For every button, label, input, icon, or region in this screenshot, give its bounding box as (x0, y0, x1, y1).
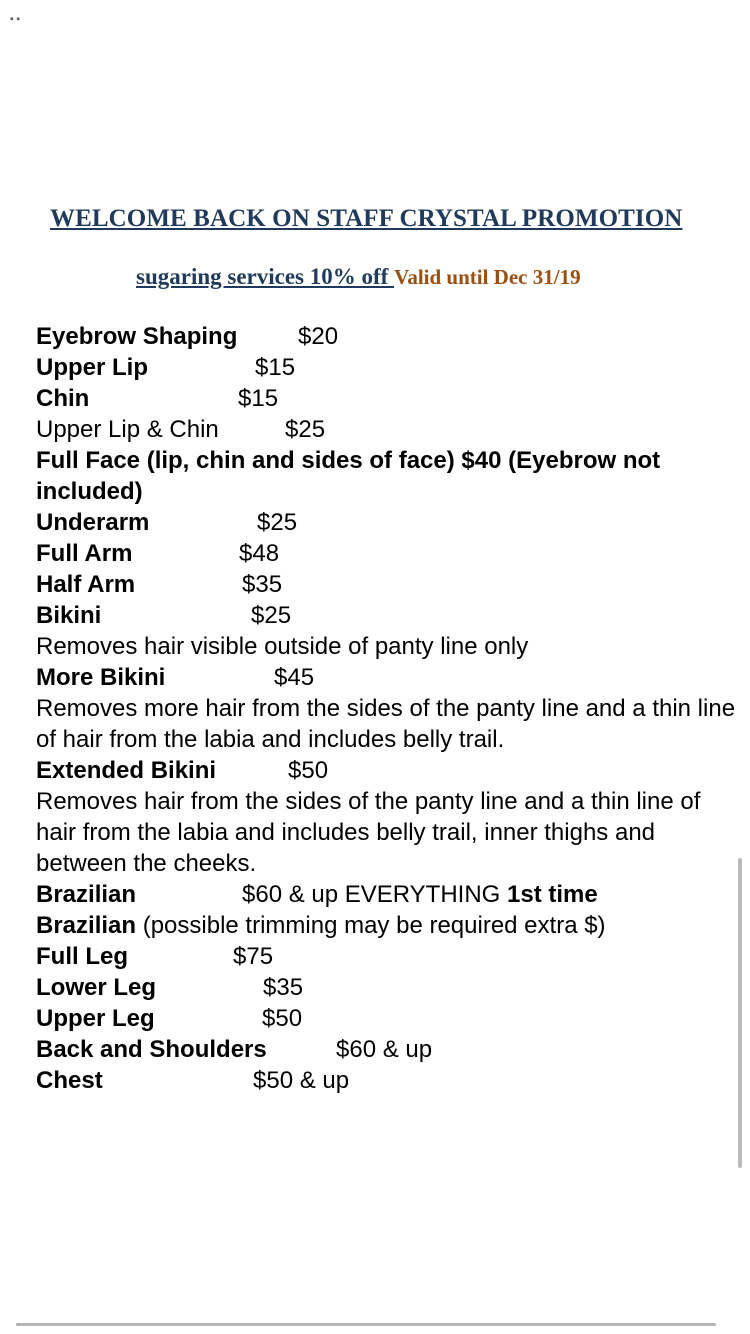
service-price: $35 (263, 974, 304, 1001)
service-name: Full Arm (36, 540, 133, 567)
service-price: $50 (288, 757, 329, 784)
service-price: $15 (238, 385, 279, 412)
service-row (36, 352, 742, 383)
service-note-text: (possible trimming may be required extra $) (136, 912, 606, 939)
service-name: Chin (36, 385, 90, 412)
service-price: $20 (298, 323, 339, 350)
service-row (36, 1003, 742, 1034)
service-name: Half Arm (36, 571, 136, 598)
service-name: Eyebrow Shaping (36, 323, 238, 350)
service-row (36, 507, 742, 538)
service-row (36, 600, 742, 631)
service-note (36, 786, 742, 879)
service-price: $35 (242, 571, 283, 598)
scrollbar[interactable] (738, 858, 742, 1168)
service-row (36, 910, 742, 941)
promo-line (136, 264, 581, 290)
service-name: Underarm (36, 509, 150, 536)
service-note-text: Removes hair visible outside of panty line only (36, 633, 529, 660)
service-price: $15 (255, 354, 296, 381)
promo-valid-text: Valid until Dec 31/19 (394, 265, 581, 289)
service-price: $60 & up (336, 1036, 433, 1063)
service-note-text: Removes more hair from the sides of the panty line and a thin line of hair from the labia and includes belly trail. (36, 695, 736, 753)
service-price-text: $60 & up EVERYTHING (242, 881, 508, 908)
service-row (36, 383, 742, 414)
service-note-text: Removes hair from the sides of the panty line and a thin line of hair from the labia and includes belly trail, inner thighs and between the cheeks. (36, 788, 701, 877)
service-name: Full Face (lip, chin and sides of face) $40 (Eyebrow not included) (36, 447, 661, 505)
page-title: WELCOME BACK ON STAFF CRYSTAL PROMOTION (50, 205, 683, 232)
service-price: $75 (233, 943, 274, 970)
service-name: Brazilian (36, 912, 137, 939)
service-price: $25 (285, 416, 326, 443)
service-note (36, 631, 742, 662)
service-row (36, 879, 742, 910)
service-row (36, 1034, 742, 1065)
service-price: $25 (251, 602, 292, 629)
home-indicator[interactable] (16, 1323, 716, 1326)
service-name: Brazilian (36, 881, 137, 908)
service-name: Full Leg (36, 943, 128, 970)
service-price: $48 (239, 540, 280, 567)
service-menu (36, 321, 742, 1096)
service-row (36, 445, 742, 507)
service-row (36, 941, 742, 972)
service-row (36, 662, 742, 693)
service-price (242, 879, 598, 910)
service-name: Upper Lip & Chin (36, 416, 219, 443)
service-row (36, 569, 742, 600)
service-name: Extended Bikini (36, 757, 217, 784)
service-price: $45 (274, 664, 315, 691)
service-price: $50 & up (253, 1067, 350, 1094)
service-price-emphasis: 1st time (507, 881, 598, 908)
service-row (36, 972, 742, 1003)
service-row (36, 538, 742, 569)
service-row (36, 755, 742, 786)
service-price: $25 (257, 509, 298, 536)
service-name: Upper Leg (36, 1005, 155, 1032)
service-row (36, 414, 742, 445)
service-row (36, 1065, 742, 1096)
service-row (36, 321, 742, 352)
service-name: More Bikini (36, 664, 166, 691)
service-name: Bikini (36, 602, 102, 629)
service-name: Lower Leg (36, 974, 157, 1001)
service-name: Chest (36, 1067, 103, 1094)
service-name: Back and Shoulders (36, 1036, 267, 1063)
promo-discount-text: sugaring services 10% off (136, 264, 395, 289)
service-note (36, 693, 742, 755)
service-name: Upper Lip (36, 354, 148, 381)
corner-artifact: ▪ ▪ (10, 14, 20, 25)
service-price: $50 (262, 1005, 303, 1032)
